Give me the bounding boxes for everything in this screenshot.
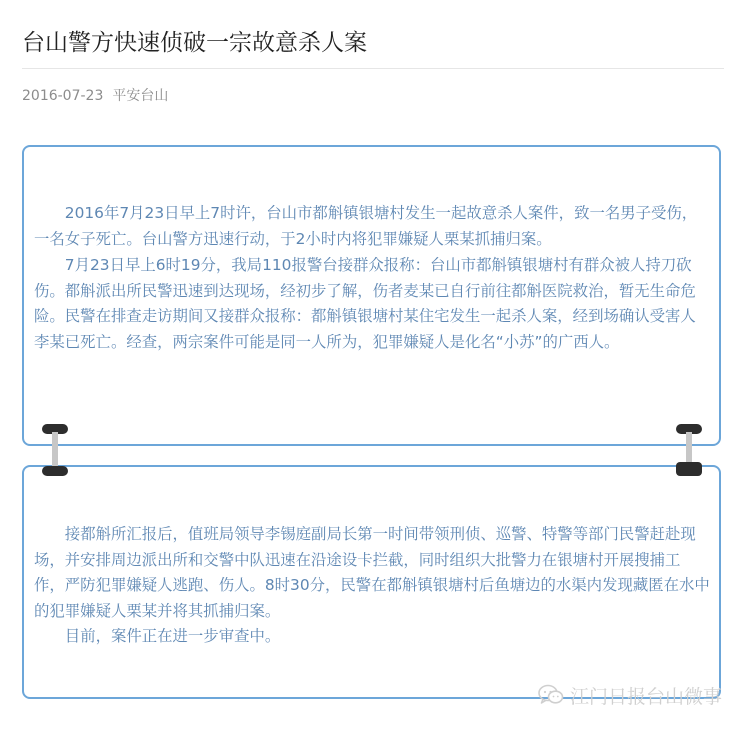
paragraph: 接都斛所汇报后，值班局领导李锡庭副局长第一时间带领刑侦、巡警、特警等部门民警赶赴现场，并安排周边派出所和交警中队迅速在沿途设卡拦截，同时组织大批警力在银塘村开展搜捕工作，严防犯罪嫌疑人逃跑、伤人。8时30分，民警在都斛镇银塘村后鱼塘边的水渠内发现藏匿在水中的犯罪嫌疑人栗某并将其抓捕归案。: [34, 525, 710, 620]
author-link[interactable]: 平安台山: [112, 88, 169, 104]
hinge-cap: [676, 462, 702, 476]
wechat-icon: [538, 684, 564, 706]
paragraph: 7月23日早上6时19分，我局110报警台接群众报称：台山市都斛镇银塘村有群众被人持刀砍伤。都斛派出所民警迅速到达现场，经初步了解，伤者麦某已自行前往都斛医院救治，暂无生命危险。民警在排查走访期间又接群众报称：都斛镇银塘村某住宅发生一起杀人案，经到场确认受害人李某已死亡。经查，两宗案件可能是同一人所为，犯罪嫌疑人是化名“小苏”的广西人。: [34, 256, 696, 351]
paragraph: 目前，案件正在进一步审查中。: [64, 627, 281, 645]
paragraph: 2016年7月23日早上7时许，台山市都斛镇银塘村发生一起故意杀人案件，致一名男子受伤，一名女子死亡。台山警方迅速行动，于2小时内将犯罪嫌疑人栗某抓捕归案。: [34, 204, 698, 248]
publish-date: 2016-07-23: [22, 88, 104, 104]
article-title: 台山警方快速侦破一宗故意杀人案: [22, 30, 367, 56]
title-divider: [22, 68, 724, 69]
watermark-text: 江门日报台山微事: [569, 685, 722, 708]
text-card-1: [22, 145, 721, 446]
text-card-2: [22, 465, 721, 699]
article-meta: [22, 85, 168, 105]
hinge-connector-left: [42, 424, 68, 476]
hinge-cap: [42, 466, 68, 476]
watermark: [538, 682, 722, 708]
hinge-connector-right: [676, 424, 702, 476]
hinge-rod: [52, 432, 58, 468]
